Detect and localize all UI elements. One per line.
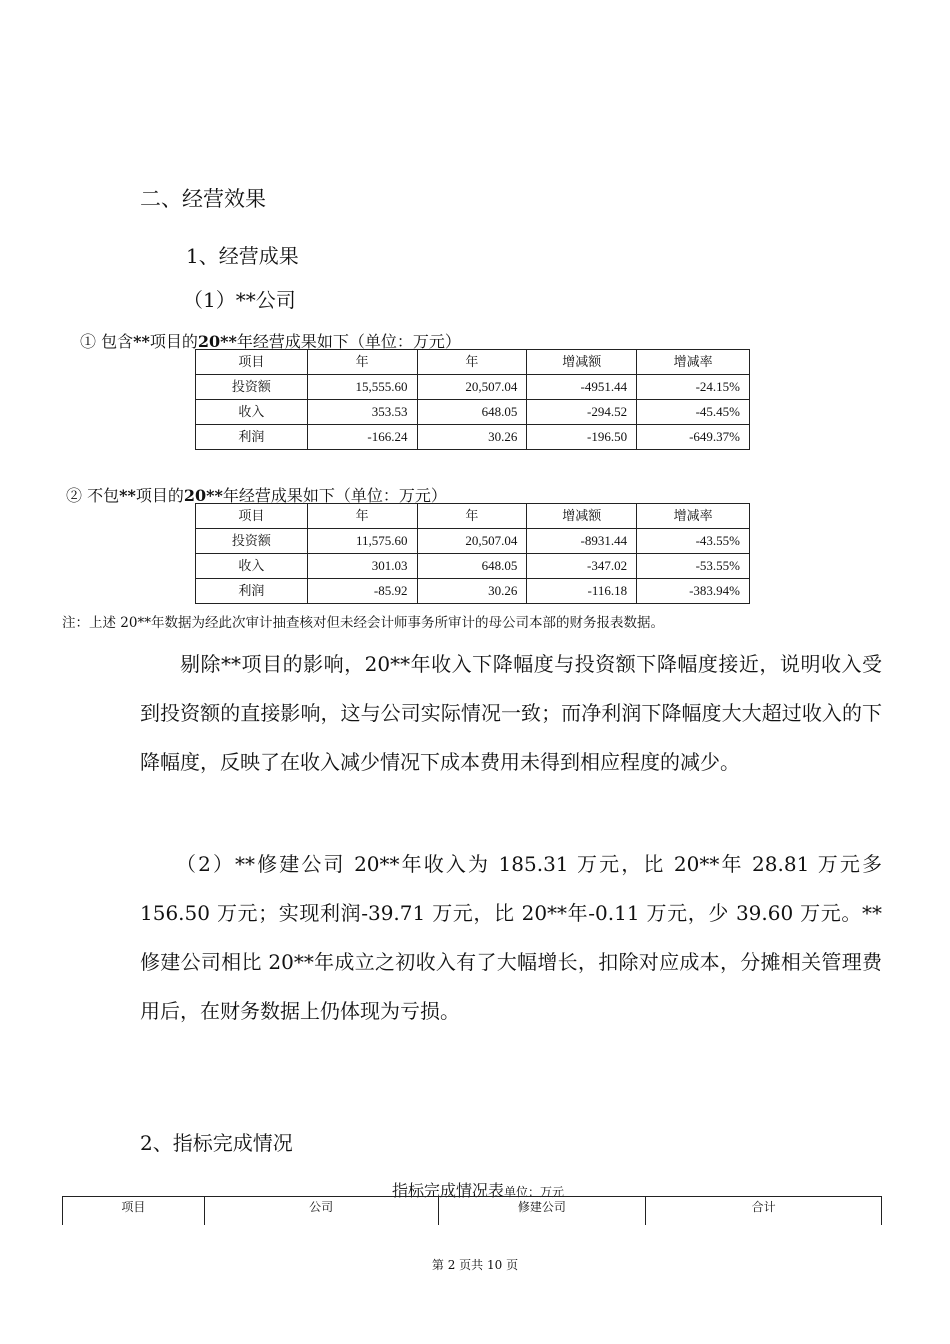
table-cell: 648.05 — [417, 554, 527, 579]
table-cell: -166.24 — [307, 425, 417, 450]
table-row — [196, 529, 750, 554]
table-cell: -85.92 — [307, 579, 417, 604]
row-label: 收入 — [196, 400, 308, 425]
header-cell: 增减额 — [527, 350, 637, 375]
indicator-table-unit: 单位：万元 — [504, 1185, 565, 1199]
table-cell: -347.02 — [527, 554, 637, 579]
table-row — [196, 400, 750, 425]
company-heading: （1）**公司 — [183, 288, 296, 312]
table-cell: -196.50 — [527, 425, 637, 450]
row-label: 利润 — [196, 579, 308, 604]
header-cell: 年 — [417, 350, 527, 375]
page-footer: 第 2 页共 10 页 — [431, 1258, 519, 1272]
row-label: 利润 — [196, 425, 308, 450]
table-row — [196, 425, 750, 450]
header-cell: 年 — [307, 350, 417, 375]
repair-company-paragraph: （2）**修建公司 20**年收入为 185.31 万元，比 20**年 28.81 万元多 156.50 万元；实现利润-39.71 万元，比 20**年-0.11 万元，少 39.60 万元。**修建公司相比 20**年成立之初收入有了大幅增长，扣除对应成本，分摊相关管理费用后，在财务数据上仍体现为亏损。 — [140, 852, 882, 1023]
table-cell: -116.18 — [527, 579, 637, 604]
header-cell: 增减率 — [637, 350, 750, 375]
table-cell: 648.05 — [417, 400, 527, 425]
subsection-heading: 1、经营成果 — [186, 244, 299, 268]
table-header-row — [63, 1197, 882, 1226]
analysis-paragraph: 剔除**项目的影响，20**年收入下降幅度与投资额下降幅度接近，说明收入受到投资额的直接影响，这与公司实际情况一致；而净利润下降幅度大大超过收入的下降幅度，反映了在收入减少情况下成本费用未得到相应程度的减少。 — [140, 652, 882, 774]
row-label: 投资额 — [196, 529, 308, 554]
table-row — [196, 579, 750, 604]
table-cell: 30.26 — [417, 425, 527, 450]
indicator-table-title-text: 指标完成情况表 — [392, 1181, 505, 1200]
table-cell: -649.37% — [637, 425, 750, 450]
table-cell: 20,507.04 — [417, 529, 527, 554]
table-cell: -24.15% — [637, 375, 750, 400]
table-cell: 20,507.04 — [417, 375, 527, 400]
header-cell: 增减率 — [637, 504, 750, 529]
table-cell: -8931.44 — [527, 529, 637, 554]
indicator-heading: 2、指标完成情况 — [140, 1131, 293, 1155]
table2-caption: ② 不包**项目的20**年经营成果如下（单位：万元） — [66, 486, 447, 505]
results-table-2 — [195, 503, 750, 604]
table-cell: 301.03 — [307, 554, 417, 579]
table-note: 注：上述 20**年数据为经此次审计抽查核对但未经会计师事务所审计的母公司本部的财务报表数据。 — [62, 615, 664, 631]
table-cell: -294.52 — [527, 400, 637, 425]
table-cell: -383.94% — [637, 579, 750, 604]
header-cell: 年 — [307, 504, 417, 529]
table-cell: 353.53 — [307, 400, 417, 425]
table-cell: 15,555.60 — [307, 375, 417, 400]
table-cell: -4951.44 — [527, 375, 637, 400]
table-cell: -43.55% — [637, 529, 750, 554]
header-cell: 项目 — [196, 504, 308, 529]
header-cell: 公司 — [204, 1197, 438, 1226]
header-cell: 合计 — [646, 1197, 882, 1226]
table-cell: 11,575.60 — [307, 529, 417, 554]
table-header-row — [196, 504, 750, 529]
indicator-table — [62, 1196, 882, 1225]
table-row — [196, 554, 750, 579]
table-cell: -45.45% — [637, 400, 750, 425]
table-cell: 30.26 — [417, 579, 527, 604]
header-cell: 项目 — [196, 350, 308, 375]
header-cell: 修建公司 — [438, 1197, 646, 1226]
header-cell: 增减额 — [527, 504, 637, 529]
table-row — [196, 375, 750, 400]
header-cell: 项目 — [63, 1197, 205, 1226]
table-header-row — [196, 350, 750, 375]
row-label: 投资额 — [196, 375, 308, 400]
table1-caption: ① 包含**项目的20**年经营成果如下（单位：万元） — [80, 332, 461, 351]
header-cell: 年 — [417, 504, 527, 529]
section-heading: 二、经营效果 — [140, 187, 266, 211]
results-table-1 — [195, 349, 750, 450]
row-label: 收入 — [196, 554, 308, 579]
table-cell: -53.55% — [637, 554, 750, 579]
